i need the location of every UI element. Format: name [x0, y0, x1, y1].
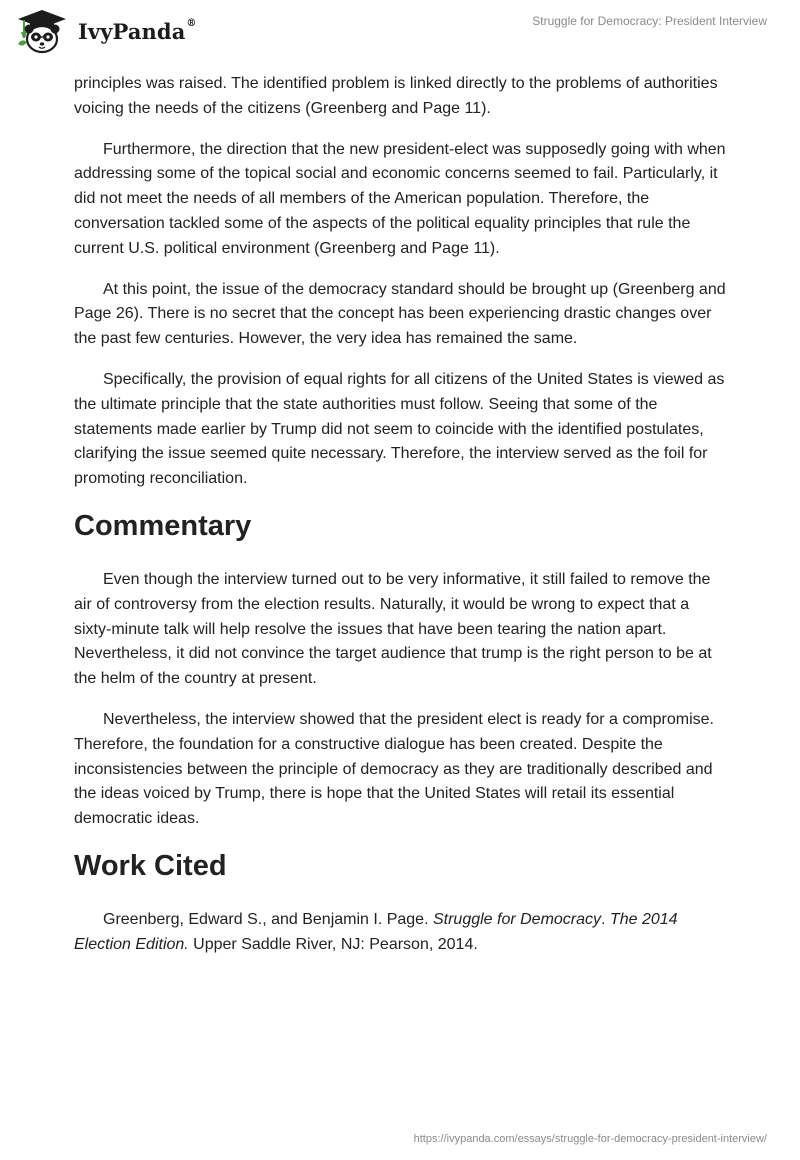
citation-edition: The 2014 Election Edition. — [74, 910, 678, 953]
works-cited-heading: Work Cited — [74, 849, 227, 882]
essay-content — [74, 72, 726, 974]
document-title: Struggle for Democracy: President Interview — [532, 14, 767, 28]
paragraph-specifically: Specifically, the provision of equal rights for all citizens of the United States is viewed as the ultimate principle that the state authorities must follow. Seeing that some of the statements made earlier by Trump did not seem to coincide with the identified postulates, clarifying the issue seemed quite necessary. Therefore, the interview served as the foil for promoting reconciliation. — [74, 370, 725, 488]
commentary-paragraph-1: Even though the interview turned out to be very informative, it still failed to remove the air of controversy from the election results. Naturally, it would be wrong to expect that a sixty-minute talk will help resolve the issues that have been tearing the nation apart. Nevertheless, it did not convince the target audience that trump is the right person to be at the helm of the country at present. — [74, 570, 712, 688]
citation-authors: Greenberg, Edward S., and Benjamin I. Page. — [103, 910, 433, 928]
logo[interactable] — [14, 8, 214, 54]
registered-mark: ® — [186, 18, 197, 29]
paragraph-at-this-point: At this point, the issue of the democracy standard should be brought up (Greenberg and Page 26). There is no secret that the concept has been experiencing drastic changes over the past few centuries. However, the very idea has remained the same. — [74, 280, 726, 348]
logo-text: IvyPanda® — [78, 18, 197, 44]
citation-entry — [74, 908, 726, 958]
citation-publisher: Upper Saddle River, NJ: Pearson, 2014. — [188, 935, 478, 953]
paragraph-continued: principles was raised. The identified problem is linked directly to the problems of authorities voicing the needs of the citizens (Greenberg and Page 11). — [74, 75, 718, 117]
panda-graduate-icon — [14, 8, 70, 54]
citation-separator: . — [601, 910, 610, 928]
page-header — [0, 0, 800, 66]
footer-url[interactable]: https://ivypanda.com/essays/struggle-for-democracy-president-interview/ — [413, 1133, 767, 1145]
commentary-heading: Commentary — [74, 509, 252, 542]
paragraph-furthermore: Furthermore, the direction that the new president-elect was supposedly going with when addressing some of the topical social and economic concerns seemed to fail. Particularly, it did not meet the needs of all members of the American population. Therefore, the conversation tackled some of the aspects of the political equality principles that rule the current U.S. political environment (Greenberg and Page 11). — [74, 140, 726, 257]
commentary-paragraph-2: Nevertheless, the interview showed that the president elect is ready for a compromise. Therefore, the foundation for a constructive dialogue has been created. Despite the inconsistencies between the principle of democracy as they are traditionally described and the ideas voiced by Trump, there is hope that the United States will retail its essential democratic ideas. — [74, 710, 714, 828]
citation-book-title: Struggle for Democracy — [432, 910, 602, 928]
